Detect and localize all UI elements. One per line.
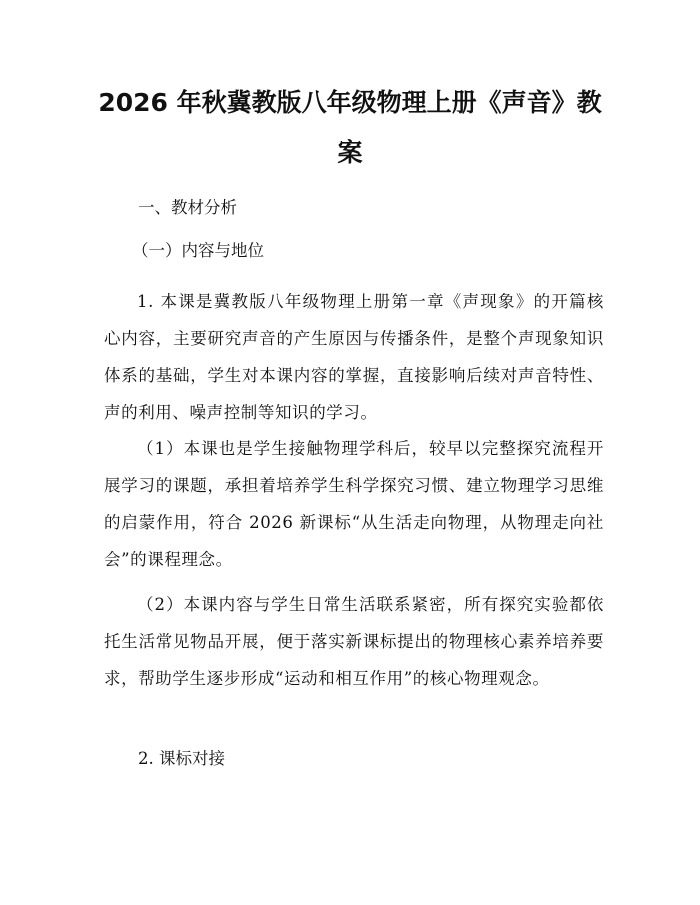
paragraph-1: 1. 本课是冀教版八年级物理上册第一章《声现象》的开篇核心内容，主要研究声音的产生原因与传播条件，是整个声现象知识体系的基础，学生对本课内容的掌握，直接影响后续对声音特性、声的利用、噪声控制等知识的学习。: [104, 292, 604, 422]
paragraph-1-sub-1: （1）本课也是学生接触物理学科后，较早以完整探究流程开展学习的课题，承担着培养学生科学探究习惯、建立物理学习思维的启蒙作用，符合 2026 新课标“从生活走向物理，从物理走向社会”的课程理念。: [104, 439, 604, 569]
paragraph-1-sub-2: （2）本课内容与学生日常生活联系紧密，所有探究实验都依托生活常见物品开展，便于落实新课标提出的物理核心素养培养要求，帮助学生逐步形成“运动和相互作用”的核心物理观念。: [104, 595, 604, 688]
document-title-line-1: 2026 年秋冀教版八年级物理上册《声音》教: [98, 88, 602, 117]
subsection-heading-content-and-status: （一）内容与地位: [132, 241, 264, 260]
section-heading-textbook-analysis: 一、教材分析: [138, 198, 237, 217]
item-heading-curriculum-alignment: 2. 课标对接: [138, 749, 225, 768]
document-title-line-2: 案: [337, 138, 363, 167]
